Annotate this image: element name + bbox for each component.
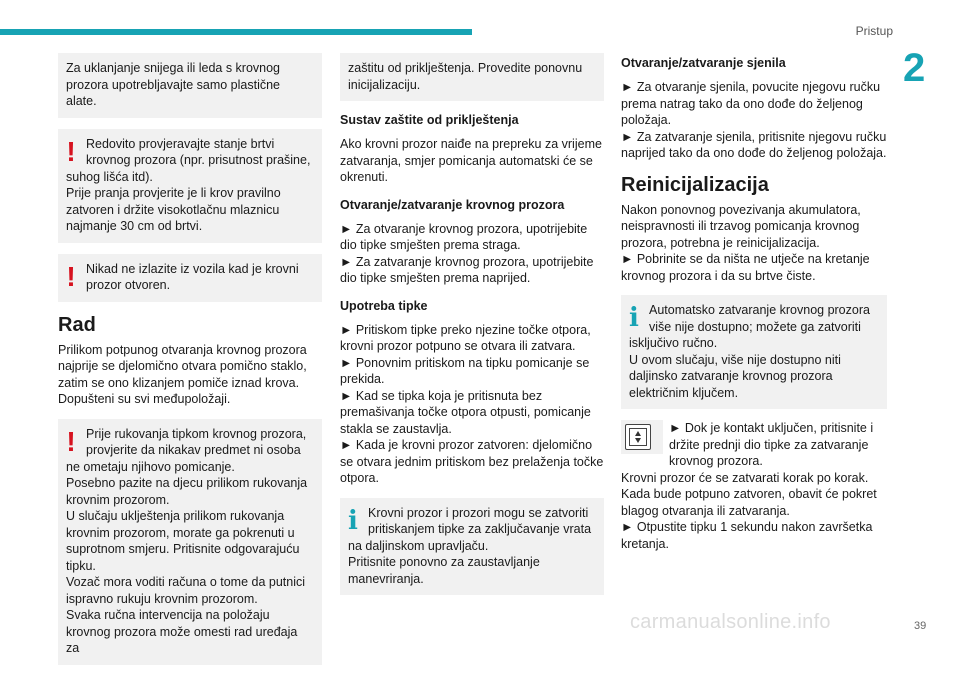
- info-box: [340, 498, 604, 596]
- note-text: Za uklanjanje snijega ili leda s krovnog prozora upotrebljavajte samo plastične alate.: [66, 61, 281, 108]
- warning-icon: !: [66, 260, 76, 292]
- info-icon: i: [629, 303, 639, 333]
- paragraph: Nakon ponovnog povezivanja akumulatora, neispravnosti ili trzavog pomicanja krovnog prozora, potrebna je reinicijalizacija. ► Pobrinite se da ništa ne utječe na kretanje krovnog prozora i da su brtve čiste.: [621, 202, 870, 283]
- note-box: [58, 53, 322, 118]
- subheading: Otvaranje/zatvaranje sjenila: [621, 56, 786, 70]
- paragraph: ► Za otvaranje sjenila, povucite njegovu ručku prema natrag tako da ono dođe do željenog položaja. ► Za zatvaranje sjenila, pritisnite njegovu ručku naprijed tako da ono dođe do željenog položaja.: [621, 80, 887, 160]
- warning-text: Nikad ne izlazite iz vozila kad je krovni prozor otvoren.: [86, 261, 299, 292]
- warning-text: Prije rukovanja tipkom krovnog prozora, provjerite da nikakav predmet ni osoba ne ometaju njihovo pomicanje. Posebno pazite na djecu prilikom rukovanja krovnim prozorom. U slučaju uklještenja prilikom rukovanja krovnim prozorom, morate ga pokrenuti u suprotnom smjeru. Pritisnite odgovarajuću tipku. Vozač mora voditi računa o tome da putnici ispravno rukuju krovnim prozorom. Svaka ručna intervencija na položaju krovnog prozora može omesti rad uređaja za: [66, 426, 308, 655]
- warning-box: [58, 419, 322, 665]
- paragraph: ► Za otvaranje krovnog prozora, upotrijebite dio tipke smješten prema straga. ► Za zatvaranje krovnog prozora, upotrijebite dio tipke smješten prema naprijed.: [340, 221, 594, 285]
- chapter-number: 2: [903, 46, 926, 90]
- column-1: [58, 53, 322, 676]
- warning-box: [58, 129, 322, 243]
- info-text: Automatsko zatvaranje krovnog prozora više nije dostupno; možete ga zatvoriti isključivo ručno. U ovom slučaju, više nije dostupno niti daljinsko zatvaranje krovnog prozora električnim ključem.: [629, 303, 870, 400]
- warning-text: zaštitu od priklještenja. Provedite ponovnu inicijalizaciju.: [348, 61, 583, 92]
- subheading: Otvaranje/zatvaranje krovnog prozora: [340, 197, 565, 212]
- page-number: 39: [914, 620, 927, 632]
- section-heading: Rad: [58, 313, 96, 336]
- paragraph: ► Dok je kontakt uključen, pritisnite i držite prednji dio tipke za zatvaranje krovnog prozora.: [669, 421, 874, 468]
- sunroof-switch-icon: [625, 424, 651, 450]
- paragraph: ► Pritiskom tipke preko njezine točke otpora, krovni prozor potpuno se otvara ili zatvara. ► Ponovnim pritiskom na tipku pomicanje se prekida. ► Kad se tipka koja je pritisnuta bez premašivanja točke otpora otpusti, pomicanje stakla se zaustavlja. ► Kada je krovni prozor zatvoren: djelomično se otvara jednim pritiskom bez prelaženja točke otpora.: [340, 322, 604, 485]
- subheading: Upotreba tipke: [340, 298, 428, 313]
- warning-text: Redovito provjeravajte stanje brtvi krovnog prozora (npr. prisutnost prašine, suhog lišća itd). Prije pranja provjerite je li krov pravilno zatvoren i držite visokotlačnu mlaznicu najmanje 30 cm od brtvi.: [66, 136, 311, 233]
- section-title: Pristup: [855, 24, 893, 38]
- sunroof-button-figure: [621, 420, 663, 454]
- button-instruction: [621, 420, 887, 552]
- warning-icon: !: [66, 425, 76, 457]
- column-3: [621, 53, 887, 563]
- subheading: Sustav zaštite od priklještenja: [340, 113, 519, 127]
- warning-box-continued: [340, 53, 604, 101]
- info-box: [621, 295, 887, 409]
- paragraph: Krovni prozor će se zatvarati korak po korak. Kada bude potpuno zatvoren, obavit će pokret blagog otvaranja ili zatvaranja. ► Otpustite tipku 1 sekundu nakon završetka kretanja.: [621, 470, 877, 551]
- warning-icon: !: [66, 135, 76, 167]
- section-heading: Reinicijalizacija: [621, 173, 769, 196]
- info-icon: i: [348, 505, 358, 536]
- watermark: carmanualsonline.info: [630, 611, 831, 633]
- paragraph: Prilikom potpunog otvaranja krovnog prozora najprije se djelomično otvara pomično staklo, zatim se ono klizanjem pomiče iznad krova. Dopušteni su svi međupoložaji.: [58, 342, 307, 406]
- header-bar: [0, 29, 472, 35]
- info-text: Krovni prozor i prozori mogu se zatvoriti pritiskanjem tipke za zaključavanje vrata na daljinskom upravljaču. Pritisnite ponovno za zaustavljanje manevriranja.: [348, 505, 592, 586]
- warning-box: [58, 254, 322, 302]
- column-2: [340, 53, 604, 606]
- paragraph: Ako krovni prozor naiđe na prepreku za vrijeme zatvaranja, smjer pomicanja automatski će se okrenuti.: [340, 137, 602, 184]
